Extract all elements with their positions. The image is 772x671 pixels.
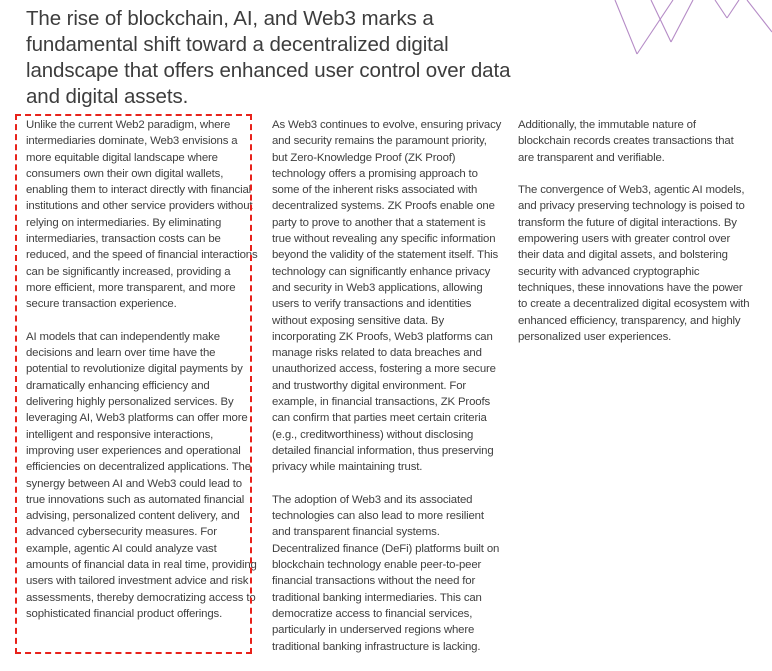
text-column-1	[26, 117, 258, 639]
text-column-2	[272, 117, 502, 671]
paragraph: AI models that can independently make decisions and learn over time have the potential to revolutionize digital payments by dramatically enhancing efficiency and delivering highly personalized services. By leveraging AI, Web3 platforms can offer more intelligent and responsive interactions, improving user experiences and operational efficiencies on decentralized applications. The synergy between AI and Web3 could lead to true innovations such as automated financial advising, personalized content delivery, and advanced cybersecurity measures. For example, agentic AI could analyze vast amounts of financial data in real time, providing users with tailored investment advice and risk assessments, thereby democratizing access to sophisticated financial product offerings.	[26, 330, 257, 620]
paragraph: Unlike the current Web2 paradigm, where intermediaries dominate, Web3 envisions a more equitable digital landscape where consumers own their own digital wallets, enabling them to interact directly with financial institutions and other service providers without relying on intermediaries. By eliminating intermediaries, transaction costs can be reduced, and the speed of financial interactions can be significantly increased, providing a more efficient, more transparent, and more secure transaction experience.	[26, 119, 258, 311]
paragraph: As Web3 continues to evolve, ensuring privacy and security remains the paramount priority, but Zero-Knowledge Proof (ZK Proof) technology offers a promising approach to some of the inherent risks associated with decentralized systems. ZK Proofs enable one party to prove to another that a statement is true without revealing any specific information beyond the validity of the statement itself. This technology can significantly enhance privacy and security in Web3 applications, allowing users to verify transactions and identities without exposing sensitive data. By incorporating ZK Proofs, Web3 platforms can manage risks related to data breaches and unauthorized access, fostering a more secure and trustworthy digital environment. For example, in financial transactions, ZK Proofs can confirm that parties meet certain criteria (e.g., creditworthiness) without disclosing detailed financial information, thus preserving privacy while maintaining trust.	[272, 119, 502, 474]
headline: The rise of blockchain, AI, and Web3 marks a fundamental shift toward a decentralized digital landscape that offers enhanced user control over data and digital assets.	[26, 7, 511, 108]
paragraph: The convergence of Web3, agentic AI models, and privacy preserving technology is poised to transform the future of digital interactions. By empowering users with greater control over their data and digital assets, and bolstering security with advanced cryptographic techniques, these innovations have the power to create a decentralized digital ecosystem with enhanced efficiency, transparency, and highly personalized user experiences.	[518, 184, 750, 343]
text-column-3	[518, 117, 750, 361]
decorative-triangles-graphic	[597, 0, 772, 60]
paragraph: Additionally, the immutable nature of blockchain records creates transactions that are transparent and verifiable.	[518, 119, 734, 164]
paragraph: The adoption of Web3 and its associated technologies can also lead to more resilient and transparent financial systems. Decentralized finance (DeFi) platforms built on blockchain technology enable peer-to-peer financial transactions without the need for traditional banking intermediaries. This can democratize access to financial services, particularly in underserved regions where traditional banking infrastructure is lacking.	[272, 493, 500, 653]
